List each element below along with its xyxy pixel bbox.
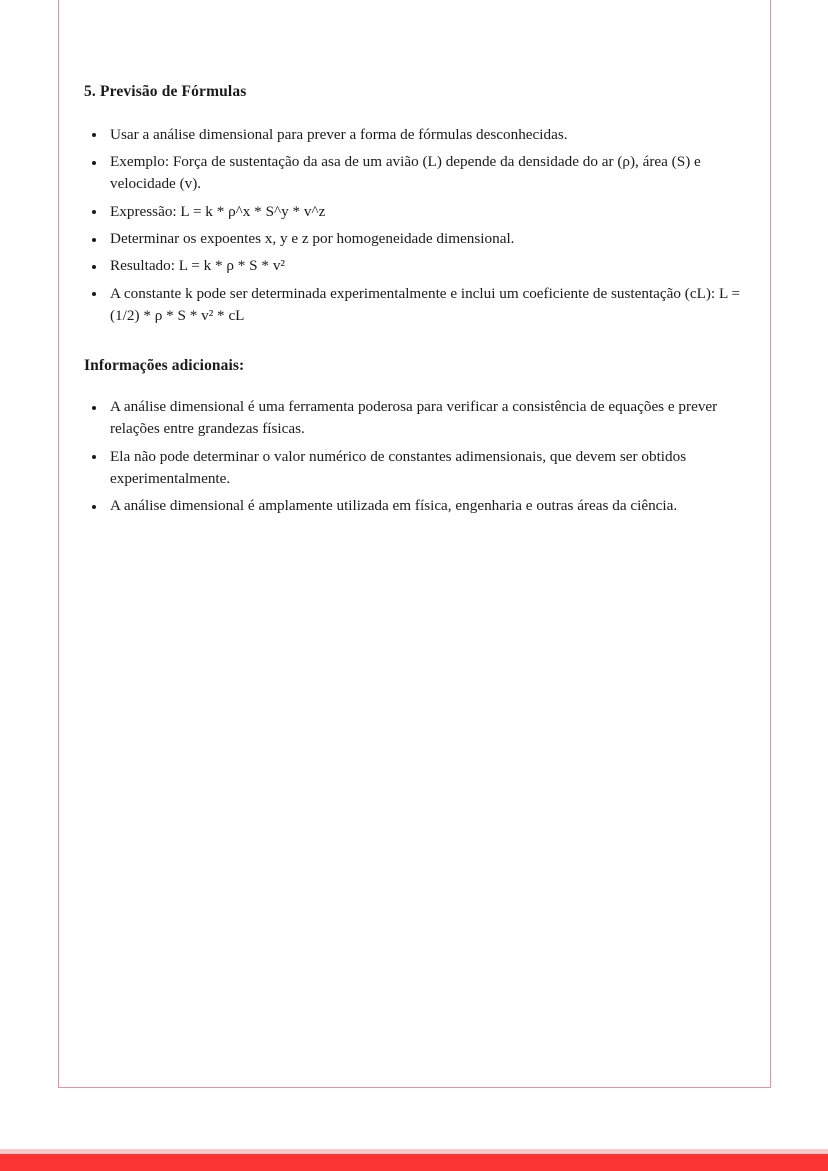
additional-info-heading: Informações adicionais: [84, 357, 245, 375]
footer-accent-bar [0, 1154, 828, 1171]
list-item [84, 228, 749, 250]
bullet-icon [92, 265, 96, 269]
bullet-icon [92, 238, 96, 242]
bullet-icon [92, 292, 96, 296]
page-title: 5. Previsão de Fórmulas [84, 83, 247, 100]
additional-info-list [84, 396, 749, 518]
bullet-icon [92, 210, 96, 214]
list-item [84, 151, 749, 196]
list-item-text: Determinar os expoentes x, y e z por homogeneidade dimensional. [110, 229, 515, 247]
document-body [84, 83, 749, 523]
bullet-icon [92, 133, 96, 137]
list-item [84, 495, 749, 517]
list-item [84, 283, 749, 328]
list-item-text: A constante k pode ser determinada experimentalmente e inclui um coeficiente de sustentação (cL): L = (1/2) * ρ * S * v² * cL [110, 284, 741, 324]
bullet-icon [92, 455, 96, 459]
list-item [84, 255, 749, 277]
list-item-text: A análise dimensional é amplamente utilizada em física, engenharia e outras áreas da ciência. [110, 497, 678, 515]
page-content-border [58, 0, 771, 1088]
formula-prediction-list [84, 124, 749, 328]
bullet-icon [92, 406, 96, 410]
list-item-text: Ela não pode determinar o valor numérico de constantes adimensionais, que devem ser obtidos experimentalmente. [110, 447, 687, 487]
bullet-icon [92, 161, 96, 165]
list-item-text: Usar a análise dimensional para prever a forma de fórmulas desconhecidas. [110, 125, 568, 143]
list-item [84, 124, 749, 146]
list-item-text: Exemplo: Força de sustentação da asa de um avião (L) depende da densidade do ar (ρ), área (S) e velocidade (v). [110, 152, 701, 193]
list-item-text: A análise dimensional é uma ferramenta poderosa para verificar a consistência de equações e prever relações entre grandezas físicas. [110, 397, 718, 438]
list-item [84, 396, 749, 441]
list-item [84, 446, 749, 491]
list-item-text: Resultado: L = k * ρ * S * v² [110, 257, 285, 275]
list-item-text: Expressão: L = k * ρ^x * S^y * v^z [110, 202, 326, 220]
list-item [84, 201, 749, 223]
bullet-icon [92, 505, 96, 509]
